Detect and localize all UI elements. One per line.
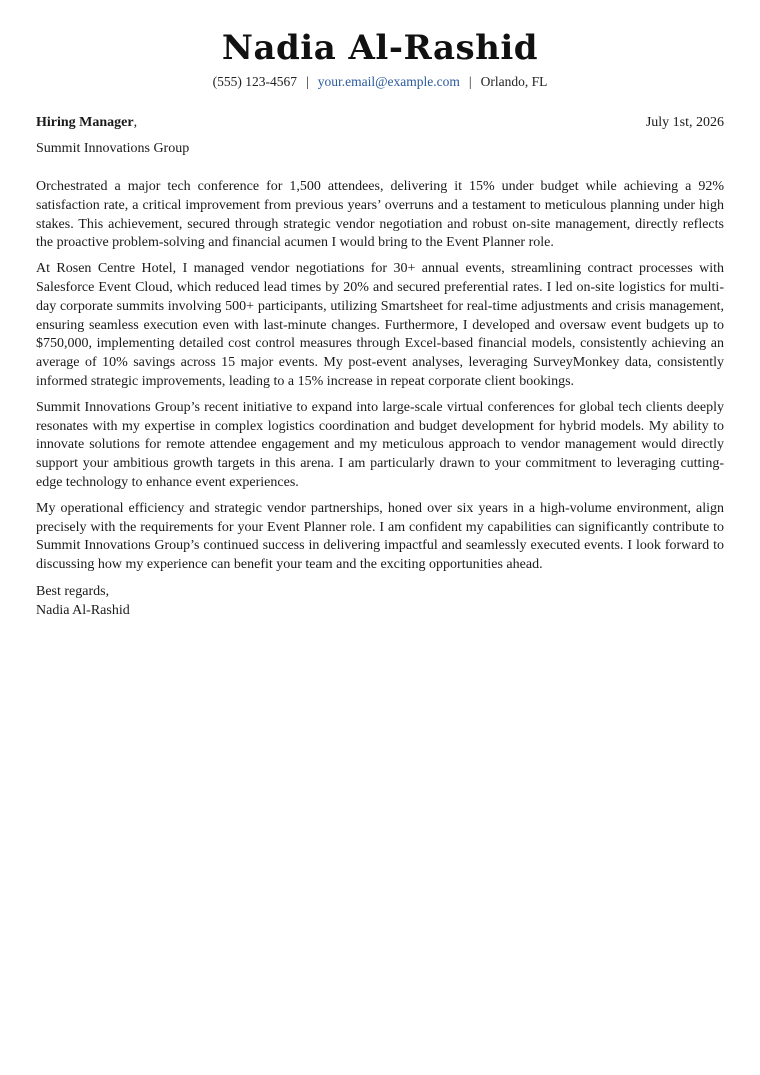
body-paragraph: Summit Innovations Group’s recent initiative to expand into large-scale virtual conferences for global tech clients deeply resonates with my expertise in complex logistics coordination and budget development for hybrid models. My ability to innovate solutions for remote attendee engagement and my meticulous approach to vendor management would directly support your ambitious growth targets in this arena. I am particularly drawn to your commitment to leveraging cutting-edge technology to enhance event experiences. xyxy=(36,399,724,490)
contact-line xyxy=(36,72,724,92)
letter-date: July 1st, 2026 xyxy=(645,115,724,130)
letter-body xyxy=(36,178,724,575)
closing-salutation: Best regards, xyxy=(36,583,110,599)
applicant-name: Nadia Al-Rashid xyxy=(221,28,539,68)
location: Orlando, FL xyxy=(480,74,548,89)
recipient-company: Summit Innovations Group xyxy=(36,141,190,156)
body-paragraph: My operational efficiency and strategic vendor partnerships, honed over six years in a high-volume environment, align precisely with the requirements for your Event Planner role. I am confident my capabilities can significantly contribute to Summit Innovations Group’s continued success in delivering impactful and seamlessly executed events. I look forward to discussing how my experience can benefit your team and the exciting opportunities ahead. xyxy=(36,500,724,573)
recipient-name: Hiring Manager xyxy=(36,115,134,130)
phone-number: (555) 123-4567 xyxy=(212,74,298,89)
signature-name: Nadia Al-Rashid xyxy=(36,602,130,618)
body-paragraph: Orchestrated a major tech conference for 1,500 attendees, delivering it 15% under budget while achieving a 92% satisfaction rate, a critical improvement from previous years’ overruns and a testament to meticulous planning under high stakes. This achievement, secured through strategic vendor negotiation and robust on-site management, directly reflects the proactive problem-solving and financial acumen I would bring to the Event Planner role. xyxy=(36,179,724,251)
recipient-line xyxy=(36,113,137,133)
body-paragraph: At Rosen Centre Hotel, I managed vendor negotiations for 30+ annual events, streamlining contract processes with Salesforce Event Cloud, which reduced lead times by 20% and secured preferential rates. I led on-site logistics for multi-day corporate summits involving 500+ participants, utilizing Smartsheet for real-time adjustments and crisis management, ensuring seamless execution even with last-minute changes. Furthermore, I developed and oversaw event budgets up to $750,000, implementing detailed cost control measures through Excel-based financial models, consistently achieving an average of 10% savings across 15 major events. My post-event analyses, leveraging SurveyMonkey data, consistently informed strategic improvements, leading to a 15% increase in repeat corporate client bookings. xyxy=(36,261,724,389)
separator: | xyxy=(468,74,472,89)
recipient-punct: , xyxy=(133,115,138,130)
separator: | xyxy=(306,74,309,89)
email-link[interactable]: your.email@example.com xyxy=(317,74,460,89)
recipient-date-row xyxy=(36,113,724,133)
letter-closing xyxy=(36,582,724,620)
